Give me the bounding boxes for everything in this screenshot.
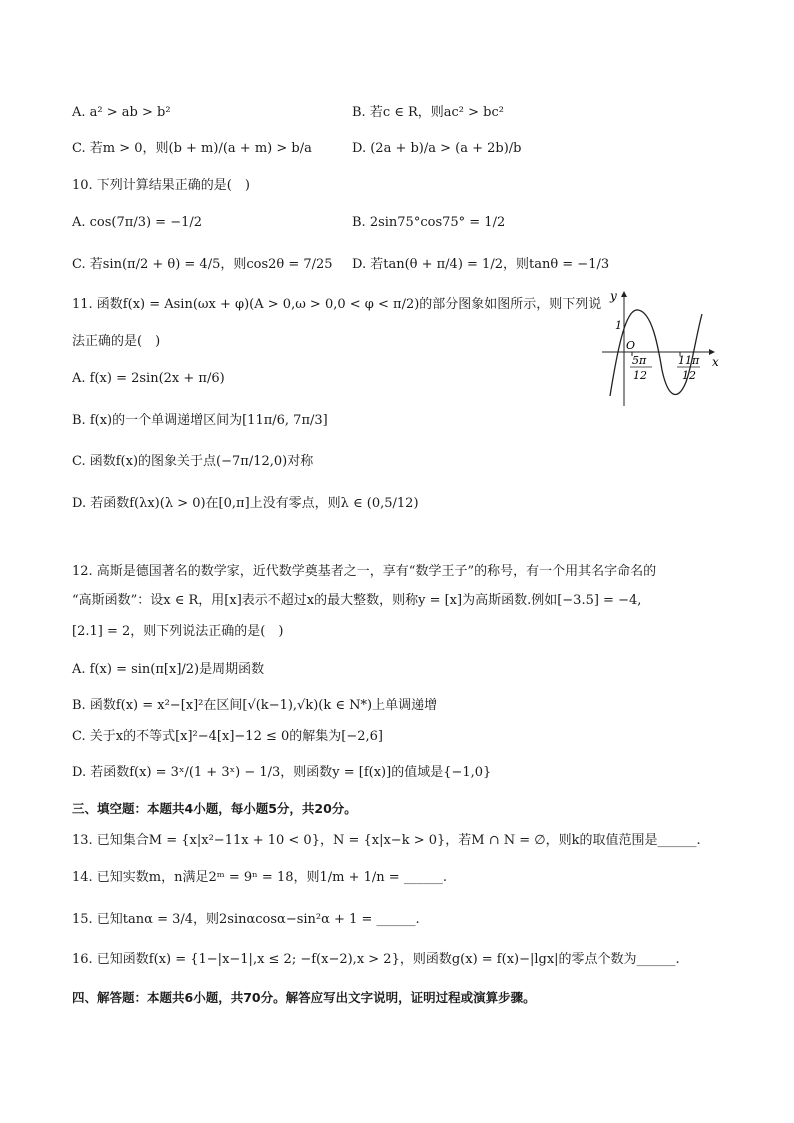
q9-option-a: A. a² > ab > b² (72, 105, 171, 120)
q13: 13. 已知集合M = {x|x²−11x + 10 < 0}，N = {x|x−k > 0}，若M ∩ N = ∅，则k的取值范围是______. (72, 833, 701, 848)
q15: 15. 已知tanα = 3/4，则2sinαcosα−sin²α + 1 = ______. (72, 912, 420, 927)
q9-option-c: C. 若m > 0，则(b + m)/(a + m) > b/a (72, 141, 312, 156)
section-4-heading: 四、解答题：本题共6小题，共70分。解答应写出文字说明，证明过程或演算步骤。 (72, 990, 536, 1005)
q12-option-b: B. 函数f(x) = x²−[x]²在区间[√(k−1),√k)(k ∈ N*)上单调递增 (72, 698, 438, 713)
sine-graph-figure (598, 286, 728, 410)
x-tick-label-11pi-den: 12 (682, 369, 696, 382)
q11-option-a: A. f(x) = 2sin(2x + π/6) (72, 371, 225, 386)
x-tick-label-11pi-num: 11π (678, 354, 700, 367)
q10-option-b: B. 2sin75°cos75° = 1/2 (352, 215, 506, 230)
q10-stem: 10. 下列计算结果正确的是( ) (72, 178, 250, 193)
q11-option-b: B. f(x)的一个单调递增区间为[11π/6, 7π/3] (72, 413, 328, 428)
q12-option-c: C. 关于x的不等式[x]²−4[x]−12 ≤ 0的解集为[−2,6] (72, 729, 383, 744)
q14: 14. 已知实数m，n满足2ᵐ = 9ⁿ = 18，则1/m + 1/n = ______. (72, 870, 447, 885)
x-tick-label-5pi-den: 12 (633, 369, 647, 382)
q11-stem-line1: 11. 函数f(x) = Asin(ωx + φ)(A > 0,ω > 0,0 < φ < π/2)的部分图象如图所示，则下列说 (72, 297, 602, 312)
q9-option-d: D. (2a + b)/a > (a + 2b)/b (352, 141, 522, 156)
section-3-heading: 三、填空题：本题共4小题，每小题5分，共20分。 (72, 801, 357, 816)
q10-option-d: D. 若tan(θ + π/4) = 1/2，则tanθ = −1/3 (352, 257, 610, 272)
q10-option-c: C. 若sin(π/2 + θ) = 4/5，则cos2θ = 7/25 (72, 257, 333, 272)
x-axis-label: x (712, 355, 719, 369)
q12-stem-line3: [2.1] = 2，则下列说法正确的是( ) (72, 624, 284, 639)
y-tick-label: 1 (615, 319, 622, 332)
q12-stem-line1: 12. 高斯是德国著名的数学家，近代数学奠基者之一，享有“数学王子”的称号，有一个用其名字命名的 (72, 564, 657, 579)
q12-stem-line2: “高斯函数”：设x ∈ R，用[x]表示不超过x的最大整数，则称y = [x]为高斯函数.例如[−3.5] = −4, (72, 593, 642, 608)
q9-option-b: B. 若c ∈ R，则ac² > bc² (352, 105, 504, 120)
q10-option-a: A. cos(7π/3) = −1/2 (72, 215, 203, 230)
q11-option-c: C. 函数f(x)的图象关于点(−7π/12,0)对称 (72, 454, 314, 469)
q11-stem-line2: 法正确的是( ) (72, 334, 161, 349)
y-axis-label: y (610, 289, 617, 303)
q12-option-d: D. 若函数f(x) = 3ˣ/(1 + 3ˣ) − 1/3，则函数y = [f(x)]的值域是{−1,0} (72, 765, 492, 780)
x-tick-label-5pi-num: 5π (632, 354, 647, 367)
q12-option-a: A. f(x) = sin(π[x]/2)是周期函数 (72, 662, 265, 677)
q16: 16. 已知函数f(x) = {1−|x−1|,x ≤ 2; −f(x−2),x > 2}，则函数g(x) = f(x)−|lgx|的零点个数为______. (72, 952, 680, 967)
origin-label: O (626, 339, 636, 352)
q11-option-d: D. 若函数f(λx)(λ > 0)在[0,π]上没有零点，则λ ∈ (0,5/12) (72, 496, 419, 511)
